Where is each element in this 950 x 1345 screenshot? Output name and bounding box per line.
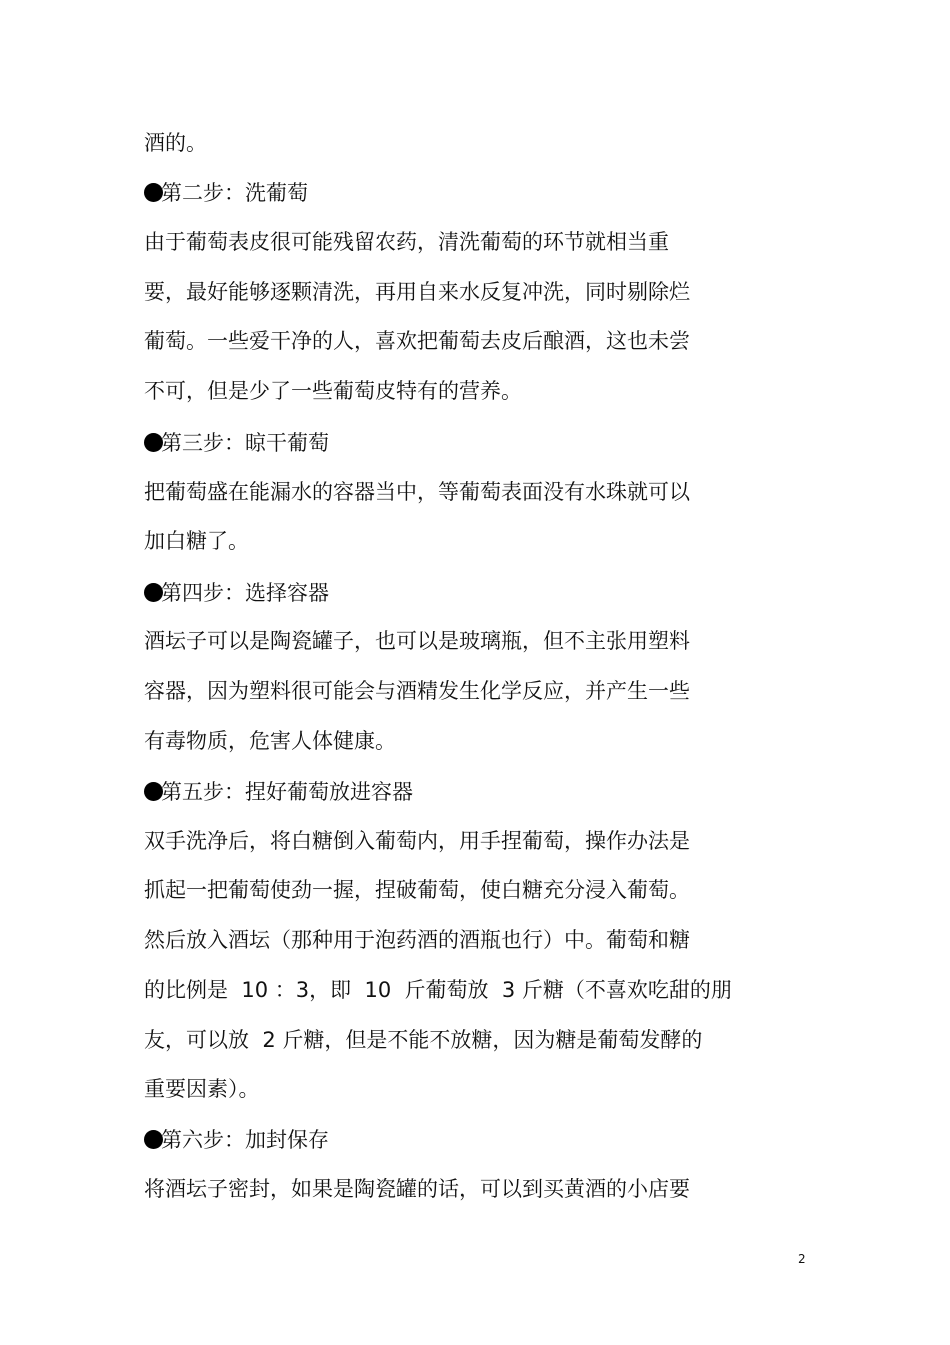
line-text: 的比例是 10 ：3，即 10 斤葡萄放 3 斤糖（不喜欢吃甜的朋 xyxy=(144,978,732,1002)
step-heading xyxy=(144,1125,329,1155)
step-heading xyxy=(144,777,413,807)
text-line xyxy=(144,975,732,1005)
line-text: 把葡萄盛在能漏水的容器当中，等葡萄表面没有水珠就可以 xyxy=(144,480,690,504)
text-line xyxy=(144,128,207,158)
line-text: 有毒物质，危害人体健康。 xyxy=(144,729,396,753)
line-text: 酒坛子可以是陶瓷罐子，也可以是玻璃瓶，但不主张用塑料 xyxy=(144,629,690,653)
step-heading xyxy=(144,428,329,458)
line-text: 容器，因为塑料很可能会与酒精发生化学反应，并产生一些 xyxy=(144,679,690,703)
line-text: 不可，但是少了一些葡萄皮特有的营养。 xyxy=(144,379,522,403)
heading-text: 第二步：洗葡萄 xyxy=(161,181,308,205)
line-text: 葡萄。一些爱干净的人，喜欢把葡萄去皮后酿酒，这也未尝 xyxy=(144,329,690,353)
heading-text: 第五步：捏好葡萄放进容器 xyxy=(161,780,413,804)
line-text: 酒的。 xyxy=(144,131,207,155)
page-number: 2 xyxy=(798,1252,806,1266)
text-line xyxy=(144,526,249,556)
line-text: 加白糖了。 xyxy=(144,529,249,553)
line-text: 重要因素）。 xyxy=(144,1077,260,1101)
text-line xyxy=(144,626,690,656)
text-line xyxy=(144,376,522,406)
step-heading xyxy=(144,178,308,208)
line-text: 然后放入酒坛（那种用于泡药酒的酒瓶也行）中。葡萄和糖 xyxy=(144,928,690,952)
heading-text: 第六步：加封保存 xyxy=(161,1128,329,1152)
step-heading xyxy=(144,578,329,608)
text-line xyxy=(144,826,690,856)
text-line xyxy=(144,477,690,507)
heading-text: 第三步：晾干葡萄 xyxy=(161,431,329,455)
text-line xyxy=(144,1074,260,1104)
text-line xyxy=(144,925,690,955)
line-text: 双手洗净后，将白糖倒入葡萄内，用手捏葡萄，操作办法是 xyxy=(144,829,690,853)
line-text: 抓起一把葡萄使劲一握，捏破葡萄，使白糖充分浸入葡萄。 xyxy=(144,878,690,902)
text-line xyxy=(144,726,396,756)
line-text: 由于葡萄表皮很可能残留农药，清洗葡萄的环节就相当重 xyxy=(144,230,669,254)
text-line xyxy=(144,227,669,257)
line-text: 友，可以放 2 斤糖，但是不能不放糖，因为糖是葡萄发酵的 xyxy=(144,1028,703,1052)
line-text: 要，最好能够逐颗清洗，再用自来水反复冲洗，同时剔除烂 xyxy=(144,280,690,304)
text-line xyxy=(144,1174,690,1204)
text-line xyxy=(144,676,690,706)
heading-text: 第四步：选择容器 xyxy=(161,581,329,605)
line-text: 将酒坛子密封，如果是陶瓷罐的话，可以到买黄酒的小店要 xyxy=(144,1177,690,1201)
text-line xyxy=(144,326,690,356)
text-line xyxy=(144,277,690,307)
text-line xyxy=(144,875,690,905)
text-line xyxy=(144,1025,702,1055)
